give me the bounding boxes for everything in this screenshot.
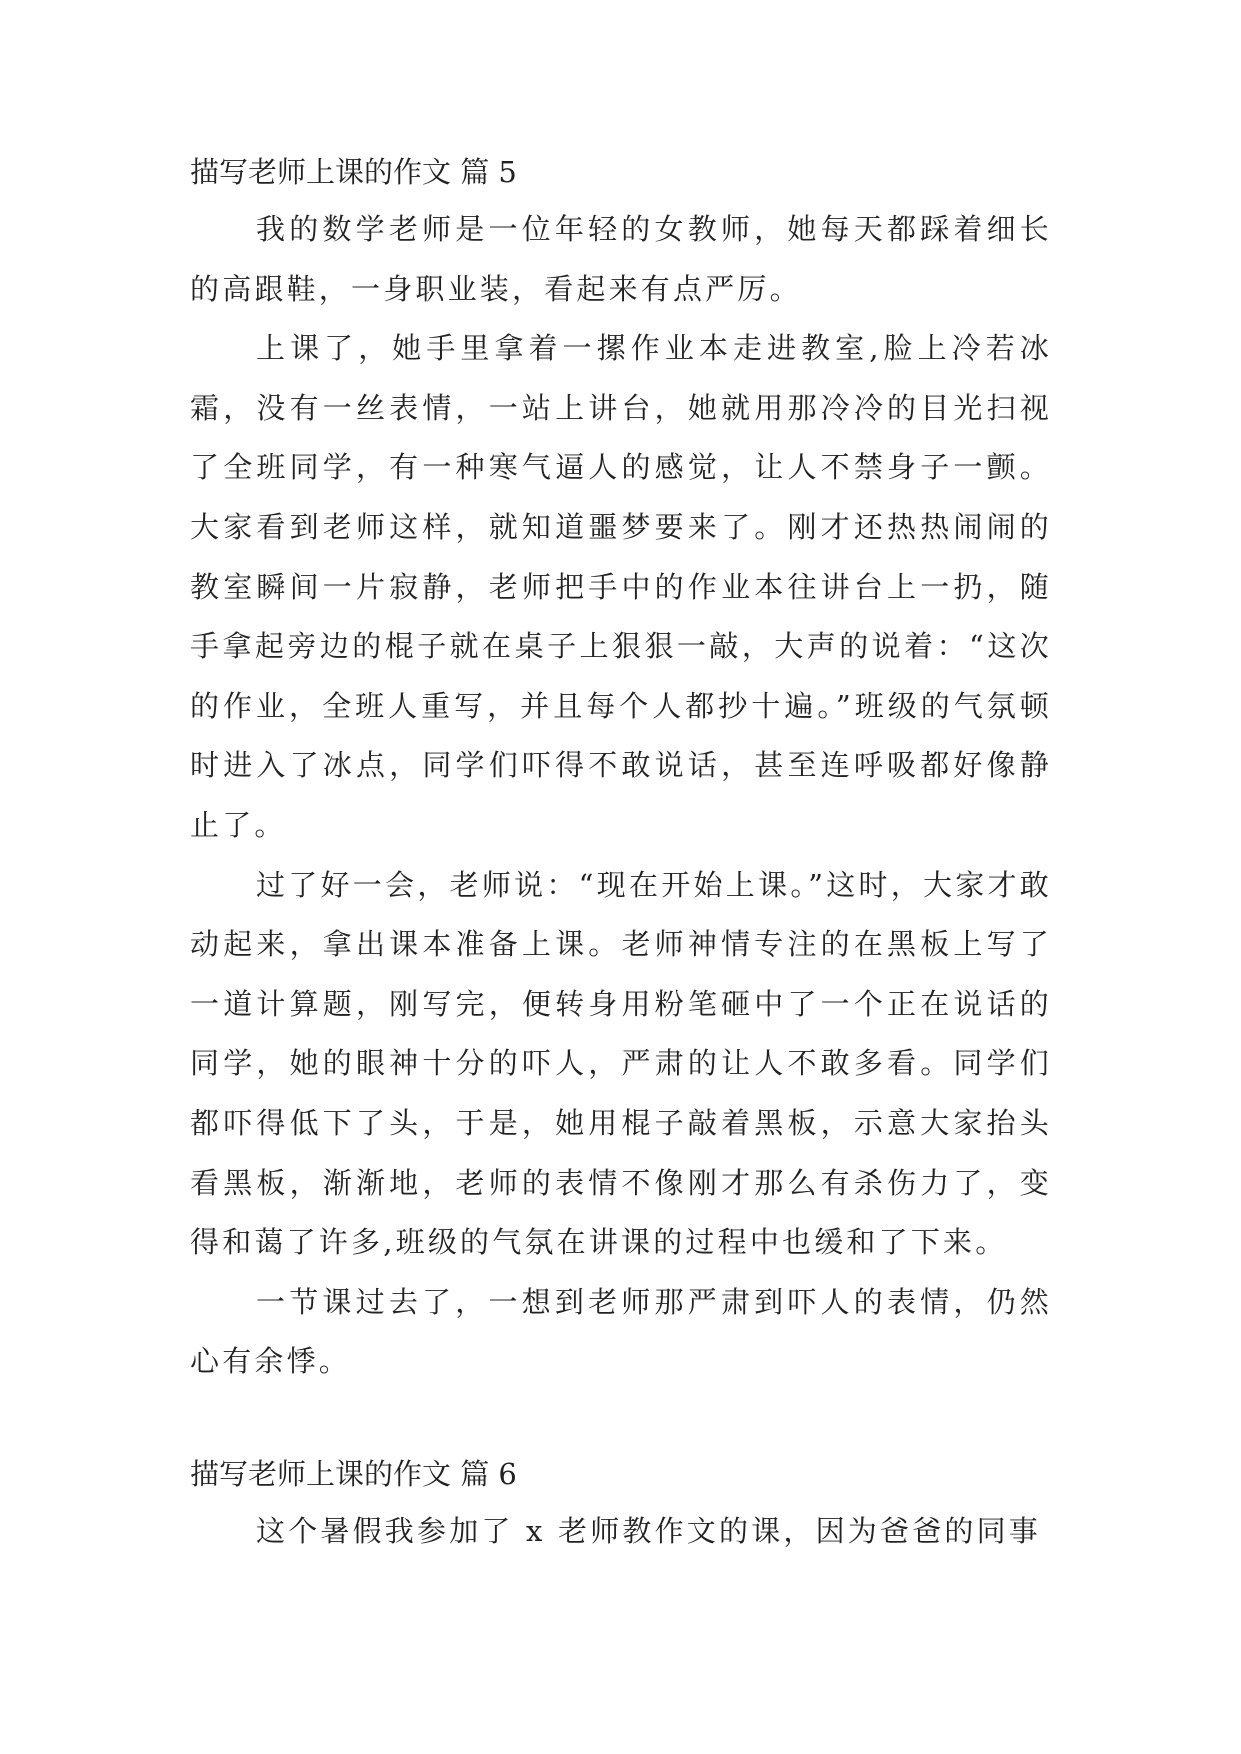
paragraph: 一节课过去了，一想到老师那严肃到吓人的表情，仍然心有余悸。 bbox=[190, 1284, 1052, 1379]
paragraph: 这个暑假我参加了 x 老师教作文的课，因为爸爸的同事 bbox=[256, 1513, 1041, 1548]
section-heading: 描写老师上课的作文 篇 6 bbox=[190, 1456, 517, 1491]
section-heading: 描写老师上课的作文 篇 5 bbox=[190, 155, 517, 189]
paragraph: 过了好一会，老师说：“现在开始上课。”这时，大家才敢动起来，拿出课本准备上课。老师神情专注的在黑板上写了一道计算题，刚写完，便转身用粉笔砸中了一个正在说话的同学，她的眼神十分的吓人，严肃的让人不敢多看。同学们都吓得低下了头，于是，她用棍子敲着黑板，示意大家抬头看黑板，渐渐地，老师的表情不像刚才那么有杀伤力了，变得和蔼了许多,班级的气氛在讲课的过程中也缓和了下来。 bbox=[190, 867, 1052, 1260]
essay-section-5 bbox=[190, 150, 1052, 1392]
essay-section-6 bbox=[190, 1452, 1052, 1562]
paragraph: 我的数学老师是一位年轻的女教师，她每天都踩着细长的高跟鞋，一身职业装，看起来有点严厉。 bbox=[190, 212, 1052, 306]
section-spacer bbox=[190, 1392, 1052, 1452]
document-page bbox=[190, 150, 1052, 1561]
paragraph: 上课了，她手里拿着一摞作业本走进教室,脸上冷若冰霜，没有一丝表情，一站上讲台，她就用那冷冷的目光扫视了全班同学，有一种寒气逼人的感觉，让人不禁身子一颤。大家看到老师这样，就知道噩梦要来了。刚才还热热闹闹的教室瞬间一片寂静，老师把手中的作业本往讲台上一扔，随手拿起旁边的棍子就在桌子上狠狠一敲，大声的说着：“这次的作业，全班人重写，并且每个人都抄十遍。”班级的气氛顿时进入了冰点，同学们吓得不敢说话，甚至连呼吸都好像静止了。 bbox=[190, 331, 1052, 842]
